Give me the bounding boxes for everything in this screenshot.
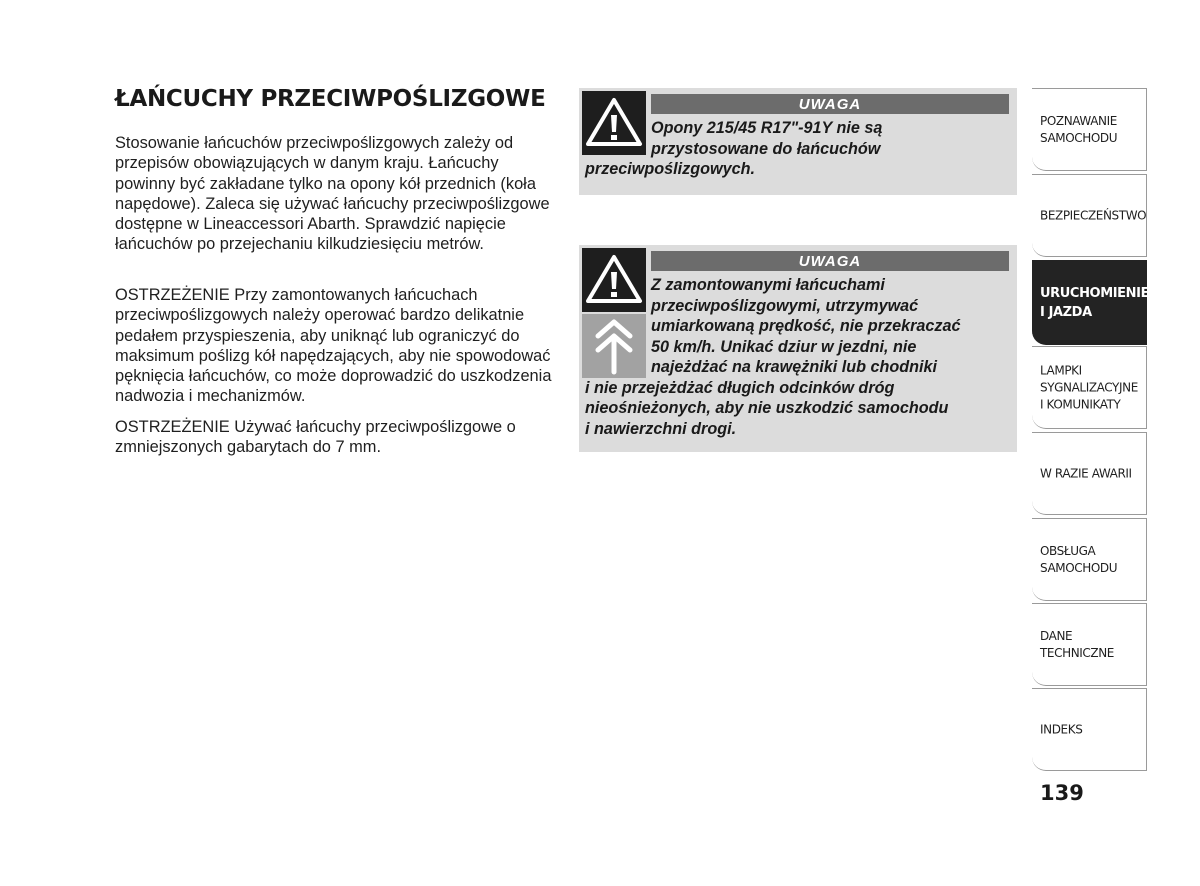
warning-box xyxy=(579,245,1017,452)
page-number: 139 xyxy=(1040,781,1084,805)
body-paragraph: OSTRZEŻENIE Przy zamontowanych łańcuchach przeciwpoślizgowych należy operować bardzo delikatnie pedałem przyspieszenia, aby uniknąć lub ograniczyć do maksimum poślizg kół napędzających, aby nie spowodować pęknięcia łańcuchów, co może doprowadzić do uszkodzenia nadwozia i mechanizmów. xyxy=(115,286,552,406)
tab-lampki-sygnalizacyjne[interactable] xyxy=(1032,346,1147,429)
tab-w-razie-awarii[interactable] xyxy=(1032,432,1147,515)
tab-label: POZNAWANIE SAMOCHODU xyxy=(1040,113,1118,145)
tab-label: DANE TECHNICZNE xyxy=(1040,628,1114,660)
tab-label: BEZPIECZEŃSTWO xyxy=(1040,208,1147,222)
tab-label: OBSŁUGA SAMOCHODU xyxy=(1040,543,1118,575)
page-title: ŁAŃCUCHY PRZECIWPOŚLIZGOWE xyxy=(115,86,546,112)
warning-text: Opony 215/45 R17"-91Y nie są przystosowane do łańcuchów przeciwpoślizgowych. xyxy=(585,119,883,178)
body-paragraph: OSTRZEŻENIE Używać łańcuchy przeciwpoślizgowe o zmniejszonych gabarytach do 7 mm. xyxy=(115,418,516,457)
tab-label: URUCHOMIENIE I JAZDA xyxy=(1040,285,1150,320)
body-paragraph: Stosowanie łańcuchów przeciwpoślizgowych zależy od przepisów obowiązujących w danym kraju. Łańcuchy powinny być zakładane tylko na opony kół przednich (koła napędowe). Zaleca się używać łańcuchy przeciwpoślizgowe dostępne w Lineaccessori Abarth. Sprawdzić napięcie łańcuchów po przejechaniu kilkudziesięciu metrów. xyxy=(115,134,550,254)
warning-header: UWAGA xyxy=(651,94,1009,114)
warning-header: UWAGA xyxy=(651,251,1009,271)
warning-box xyxy=(579,88,1017,195)
tab-label: W RAZIE AWARII xyxy=(1040,466,1132,480)
section-tabs xyxy=(1032,88,1149,773)
tab-obsluga-samochodu[interactable] xyxy=(1032,518,1147,601)
tab-uruchomienie-i-jazda[interactable] xyxy=(1032,260,1150,345)
tab-dane-techniczne[interactable] xyxy=(1032,603,1147,686)
warning-text: Z zamontowanymi łańcuchami przeciwpoślizgowymi, utrzymywać umiarkowaną prędkość, nie przekraczać 50 km/h. Unikać dziur w jezdni, nie najeżdżać na krawężniki lub chodniki i nie przejeżdżać długich odcinków dróg nieośnieżonych, aby nie uszkodzić samochodu i nawierzchni drogi. xyxy=(585,276,961,438)
tab-label: INDEKS xyxy=(1040,722,1083,736)
tab-label: LAMPKI SYGNALIZACYJNE I KOMUNIKATY xyxy=(1040,363,1138,411)
tab-indeks[interactable] xyxy=(1032,688,1147,771)
tab-bezpieczenstwo[interactable] xyxy=(1032,174,1147,257)
tab-poznawanie-samochodu[interactable] xyxy=(1032,88,1147,171)
